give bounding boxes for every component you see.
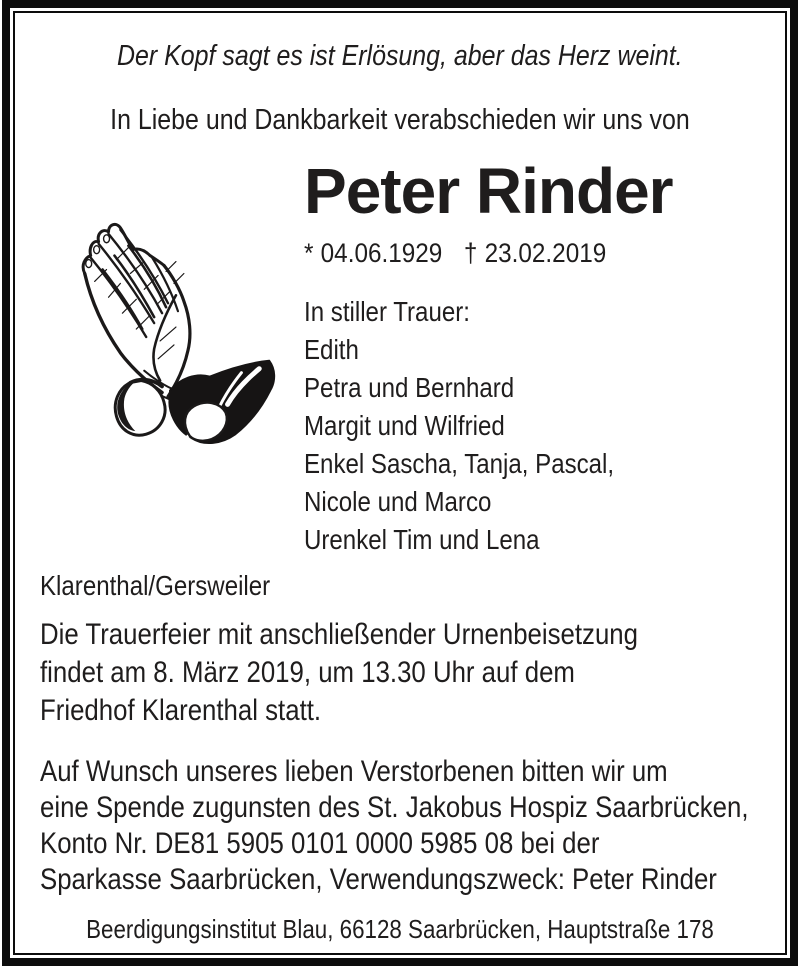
mourner-line: Margit und Wilfried <box>304 410 505 441</box>
quote-text: Der Kopf sagt es ist Erlösung, aber das Herz weint. <box>117 40 683 72</box>
donation-line: Sparkasse Saarbrücken, Verwendungszweck: Peter Rinder <box>40 863 717 896</box>
life-dates <box>304 238 727 269</box>
birth-symbol: * <box>304 238 314 268</box>
deceased-block <box>304 155 774 559</box>
mourner-line: Urenkel Tim und Lena <box>304 524 540 555</box>
intro-line <box>0 104 800 137</box>
donation-info <box>40 754 749 898</box>
death-date-group <box>464 238 606 269</box>
mourner-line: Petra und Bernhard <box>304 372 515 403</box>
funeral-line: Friedhof Klarenthal statt. <box>40 694 322 727</box>
funeral-home-text: Beerdigungsinstitut Blau, 66128 Saarbrücken, Hauptstraße 178 <box>86 914 714 944</box>
memorial-quote <box>0 40 800 73</box>
funeral-home-footer <box>0 914 800 945</box>
birth-date: 04.06.1929 <box>320 238 443 268</box>
mourner-line: Enkel Sascha, Tanja, Pascal, <box>304 448 615 479</box>
donation-line: eine Spende zugunsten des St. Jakobus Hospiz Saarbrücken, <box>40 791 749 824</box>
birth-date-group <box>304 238 442 269</box>
funeral-info <box>40 616 638 730</box>
deceased-name: Peter Rinder <box>304 155 673 227</box>
donation-line: Konto Nr. DE81 5905 0101 0000 5985 08 bei der <box>40 827 600 860</box>
death-symbol: † <box>463 238 478 268</box>
praying-hands-icon <box>64 212 280 452</box>
intro-text: In Liebe und Dankbarkeit verabschieden wir uns von <box>110 104 690 136</box>
death-date: 23.02.2019 <box>484 238 607 268</box>
mourners-heading: In stiller Trauer: <box>304 296 470 327</box>
mourner-line: Edith <box>304 334 359 365</box>
mourners-list <box>304 293 708 559</box>
donation-line: Auf Wunsch unseres lieben Verstorbenen bitten wir um <box>40 755 668 788</box>
location-text: Klarenthal/Gersweiler <box>40 570 271 601</box>
mourner-line: Nicole und Marco <box>304 486 492 517</box>
funeral-line: Die Trauerfeier mit anschließender Urnenbeisetzung <box>40 618 639 651</box>
funeral-line: findet am 8. März 2019, um 13.30 Uhr auf dem <box>40 656 575 689</box>
